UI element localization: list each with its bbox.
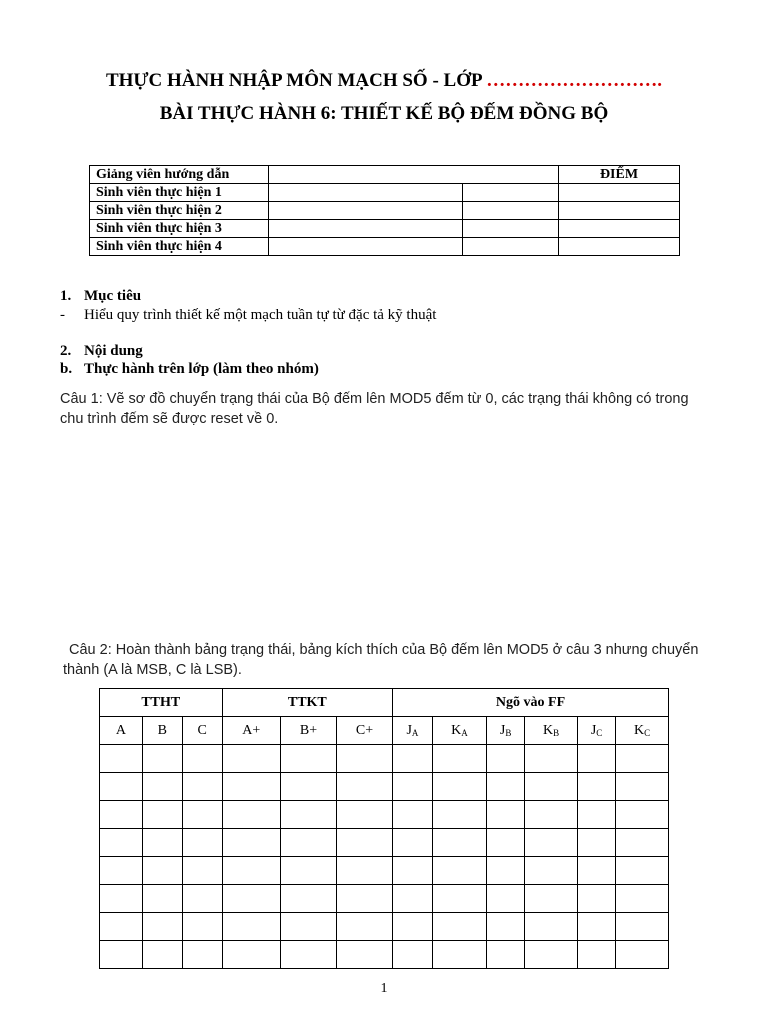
state-cell[interactable] bbox=[100, 773, 143, 801]
section-title: Mục tiêu bbox=[84, 288, 142, 304]
column-header: C+ bbox=[337, 717, 393, 745]
table-row bbox=[100, 885, 669, 913]
ff-column-header bbox=[486, 717, 524, 745]
state-cell[interactable] bbox=[432, 857, 486, 885]
state-cell[interactable] bbox=[100, 885, 143, 913]
question-2-line: thành (A là MSB, C là LSB). bbox=[63, 662, 242, 678]
state-cell[interactable] bbox=[486, 773, 524, 801]
group-next-state: TTKT bbox=[222, 689, 392, 717]
state-cell[interactable] bbox=[486, 829, 524, 857]
state-cell[interactable] bbox=[182, 857, 222, 885]
student-id-cell[interactable] bbox=[463, 238, 559, 256]
state-cell[interactable] bbox=[577, 801, 615, 829]
student-id-cell[interactable] bbox=[463, 202, 559, 220]
state-cell[interactable] bbox=[577, 857, 615, 885]
state-cell[interactable] bbox=[222, 829, 280, 857]
ff-input-letter: K bbox=[543, 722, 554, 738]
question-1-answer-area[interactable] bbox=[60, 435, 720, 625]
page-title bbox=[0, 70, 768, 92]
ff-column-header bbox=[432, 717, 486, 745]
instructor-row bbox=[90, 166, 680, 184]
student-label: Sinh viên thực hiện 3 bbox=[90, 220, 269, 238]
table-row bbox=[100, 857, 669, 885]
state-cell[interactable] bbox=[616, 745, 669, 773]
state-cell[interactable] bbox=[393, 857, 433, 885]
table-row bbox=[100, 829, 669, 857]
student-row bbox=[90, 202, 680, 220]
state-cell[interactable] bbox=[616, 941, 669, 969]
section-content-heading bbox=[60, 343, 143, 360]
state-cell[interactable] bbox=[393, 745, 433, 773]
question-2 bbox=[63, 640, 698, 680]
ff-input-letter: K bbox=[634, 722, 645, 738]
ff-input-letter: J bbox=[499, 722, 506, 738]
student-label: Sinh viên thực hiện 4 bbox=[90, 238, 269, 256]
score-label: ĐIỂM bbox=[559, 166, 680, 184]
state-cell[interactable] bbox=[577, 745, 615, 773]
instructor-value-cell[interactable] bbox=[269, 166, 559, 184]
state-cell[interactable] bbox=[337, 773, 393, 801]
state-cell[interactable] bbox=[393, 829, 433, 857]
section-number: 2. bbox=[60, 343, 72, 359]
state-cell[interactable] bbox=[142, 801, 182, 829]
state-cell[interactable] bbox=[337, 913, 393, 941]
state-cell[interactable] bbox=[432, 941, 486, 969]
column-header: A bbox=[100, 717, 143, 745]
state-cell[interactable] bbox=[142, 885, 182, 913]
state-cell[interactable] bbox=[393, 773, 433, 801]
state-cell[interactable] bbox=[142, 773, 182, 801]
state-cell[interactable] bbox=[577, 829, 615, 857]
state-cell[interactable] bbox=[486, 745, 524, 773]
state-cell[interactable] bbox=[525, 913, 578, 941]
bullet-dash: - bbox=[60, 307, 65, 323]
state-cell[interactable] bbox=[577, 913, 615, 941]
state-cell[interactable] bbox=[486, 941, 524, 969]
state-cell[interactable] bbox=[100, 801, 143, 829]
student-score-cell[interactable] bbox=[559, 184, 680, 202]
ff-column-header bbox=[616, 717, 669, 745]
state-cell[interactable] bbox=[616, 773, 669, 801]
ff-subscript: C bbox=[596, 727, 603, 738]
state-cell[interactable] bbox=[222, 885, 280, 913]
state-cell[interactable] bbox=[182, 801, 222, 829]
ff-column-header bbox=[525, 717, 578, 745]
student-id-cell[interactable] bbox=[463, 184, 559, 202]
state-cell[interactable] bbox=[337, 885, 393, 913]
ff-subscript: B bbox=[553, 727, 560, 738]
state-cell[interactable] bbox=[486, 885, 524, 913]
state-cell[interactable] bbox=[486, 801, 524, 829]
state-cell[interactable] bbox=[432, 745, 486, 773]
page-number: 1 bbox=[380, 981, 388, 996]
state-cell[interactable] bbox=[182, 885, 222, 913]
instructor-label: Giảng viên hướng dẫn bbox=[90, 166, 269, 184]
state-cell[interactable] bbox=[616, 801, 669, 829]
state-cell[interactable] bbox=[182, 941, 222, 969]
state-cell[interactable] bbox=[281, 801, 337, 829]
state-cell[interactable] bbox=[281, 773, 337, 801]
ff-column-header bbox=[393, 717, 433, 745]
state-cell[interactable] bbox=[142, 941, 182, 969]
state-cell[interactable] bbox=[337, 941, 393, 969]
question-1-line: Câu 1: Vẽ sơ đồ chuyển trạng thái của Bộ đếm lên MOD5 đếm từ 0, các trạng thái không có trong bbox=[60, 391, 689, 407]
state-cell[interactable] bbox=[337, 745, 393, 773]
ff-column-header bbox=[577, 717, 615, 745]
state-cell[interactable] bbox=[100, 745, 143, 773]
state-table-group-header bbox=[100, 689, 669, 717]
state-cell[interactable] bbox=[525, 885, 578, 913]
column-header: C bbox=[182, 717, 222, 745]
class-blank-dots: ………………………. bbox=[486, 70, 663, 91]
student-score-cell[interactable] bbox=[559, 202, 680, 220]
state-cell[interactable] bbox=[281, 857, 337, 885]
state-cell[interactable] bbox=[281, 829, 337, 857]
state-cell[interactable] bbox=[432, 885, 486, 913]
state-cell[interactable] bbox=[281, 745, 337, 773]
state-table bbox=[99, 688, 669, 969]
state-cell[interactable] bbox=[222, 801, 280, 829]
state-cell[interactable] bbox=[182, 745, 222, 773]
ff-input-letter: J bbox=[590, 722, 597, 738]
state-cell[interactable] bbox=[577, 941, 615, 969]
state-cell[interactable] bbox=[337, 801, 393, 829]
student-label: Sinh viên thực hiện 1 bbox=[90, 184, 269, 202]
student-label: Sinh viên thực hiện 2 bbox=[90, 202, 269, 220]
state-cell[interactable] bbox=[222, 745, 280, 773]
table-row bbox=[100, 745, 669, 773]
state-cell[interactable] bbox=[182, 913, 222, 941]
state-cell[interactable] bbox=[525, 941, 578, 969]
subsection-letter: b. bbox=[60, 361, 73, 377]
state-cell[interactable] bbox=[432, 801, 486, 829]
table-row bbox=[100, 941, 669, 969]
student-name-cell[interactable] bbox=[269, 220, 463, 238]
student-score-cell[interactable] bbox=[559, 238, 680, 256]
question-2-line: Câu 2: Hoàn thành bảng trạng thái, bảng kích thích của Bộ đếm lên MOD5 ở câu 3 nhưng chuyển bbox=[69, 642, 699, 658]
lab-subtitle: BÀI THỰC HÀNH 6: THIẾT KẾ BỘ ĐẾM ĐỒNG BỘ bbox=[159, 103, 609, 124]
student-name-cell[interactable] bbox=[269, 202, 463, 220]
state-cell[interactable] bbox=[100, 941, 143, 969]
column-header: A+ bbox=[222, 717, 280, 745]
student-name-cell[interactable] bbox=[269, 238, 463, 256]
state-cell[interactable] bbox=[486, 913, 524, 941]
subsection-heading bbox=[60, 361, 319, 378]
state-cell[interactable] bbox=[432, 913, 486, 941]
state-cell[interactable] bbox=[182, 773, 222, 801]
student-row bbox=[90, 220, 680, 238]
student-name-cell[interactable] bbox=[269, 184, 463, 202]
info-table bbox=[89, 165, 680, 256]
student-id-cell[interactable] bbox=[463, 220, 559, 238]
state-cell[interactable] bbox=[142, 913, 182, 941]
table-row bbox=[100, 773, 669, 801]
state-cell[interactable] bbox=[616, 913, 669, 941]
state-cell[interactable] bbox=[525, 773, 578, 801]
title-text: THỰC HÀNH NHẬP MÔN MẠCH SỐ - LỚP bbox=[105, 70, 487, 91]
state-cell[interactable] bbox=[142, 745, 182, 773]
state-cell[interactable] bbox=[281, 885, 337, 913]
ff-subscript: A bbox=[461, 727, 468, 738]
group-ff-inputs: Ngõ vào FF bbox=[393, 689, 669, 717]
state-cell[interactable] bbox=[182, 829, 222, 857]
state-cell[interactable] bbox=[432, 773, 486, 801]
state-cell[interactable] bbox=[222, 857, 280, 885]
state-cell[interactable] bbox=[281, 913, 337, 941]
state-cell[interactable] bbox=[337, 829, 393, 857]
state-cell[interactable] bbox=[393, 941, 433, 969]
state-cell[interactable] bbox=[100, 829, 143, 857]
ff-input-letter: J bbox=[406, 722, 412, 738]
student-score-cell[interactable] bbox=[559, 220, 680, 238]
subsection-title: Thực hành trên lớp (làm theo nhóm) bbox=[84, 361, 319, 377]
state-cell[interactable] bbox=[393, 885, 433, 913]
state-cell[interactable] bbox=[393, 913, 433, 941]
state-cell[interactable] bbox=[222, 913, 280, 941]
ff-subscript: A bbox=[411, 727, 419, 738]
student-row bbox=[90, 238, 680, 256]
state-cell[interactable] bbox=[525, 801, 578, 829]
student-row bbox=[90, 184, 680, 202]
state-cell[interactable] bbox=[616, 885, 669, 913]
table-row bbox=[100, 913, 669, 941]
state-cell[interactable] bbox=[525, 745, 578, 773]
ff-subscript: B bbox=[505, 727, 512, 738]
state-table-column-header bbox=[100, 717, 669, 745]
column-header: B bbox=[142, 717, 182, 745]
state-cell[interactable] bbox=[337, 857, 393, 885]
state-cell[interactable] bbox=[393, 801, 433, 829]
state-cell[interactable] bbox=[525, 829, 578, 857]
bullet-text: Hiểu quy trình thiết kế một mạch tuần tự từ đặc tả kỹ thuật bbox=[84, 307, 437, 323]
state-cell[interactable] bbox=[525, 857, 578, 885]
state-cell[interactable] bbox=[222, 773, 280, 801]
question-1 bbox=[60, 389, 689, 429]
section-title: Nội dung bbox=[84, 343, 143, 359]
state-cell[interactable] bbox=[222, 941, 280, 969]
question-1-line: chu trình đếm sẽ được reset về 0. bbox=[60, 411, 279, 427]
ff-subscript: C bbox=[644, 727, 651, 738]
state-cell[interactable] bbox=[616, 857, 669, 885]
state-cell[interactable] bbox=[577, 773, 615, 801]
state-cell[interactable] bbox=[616, 829, 669, 857]
state-cell[interactable] bbox=[432, 829, 486, 857]
table-row bbox=[100, 801, 669, 829]
section-number: 1. bbox=[60, 288, 72, 304]
state-cell[interactable] bbox=[100, 913, 143, 941]
objective-bullet bbox=[60, 307, 436, 324]
state-cell[interactable] bbox=[577, 885, 615, 913]
ff-input-letter: K bbox=[451, 722, 462, 738]
group-current-state: TTHT bbox=[100, 689, 223, 717]
column-header: B+ bbox=[281, 717, 337, 745]
state-cell[interactable] bbox=[100, 857, 143, 885]
section-objective-heading bbox=[60, 288, 141, 305]
state-cell[interactable] bbox=[486, 857, 524, 885]
state-cell[interactable] bbox=[142, 829, 182, 857]
state-cell[interactable] bbox=[281, 941, 337, 969]
state-cell[interactable] bbox=[142, 857, 182, 885]
